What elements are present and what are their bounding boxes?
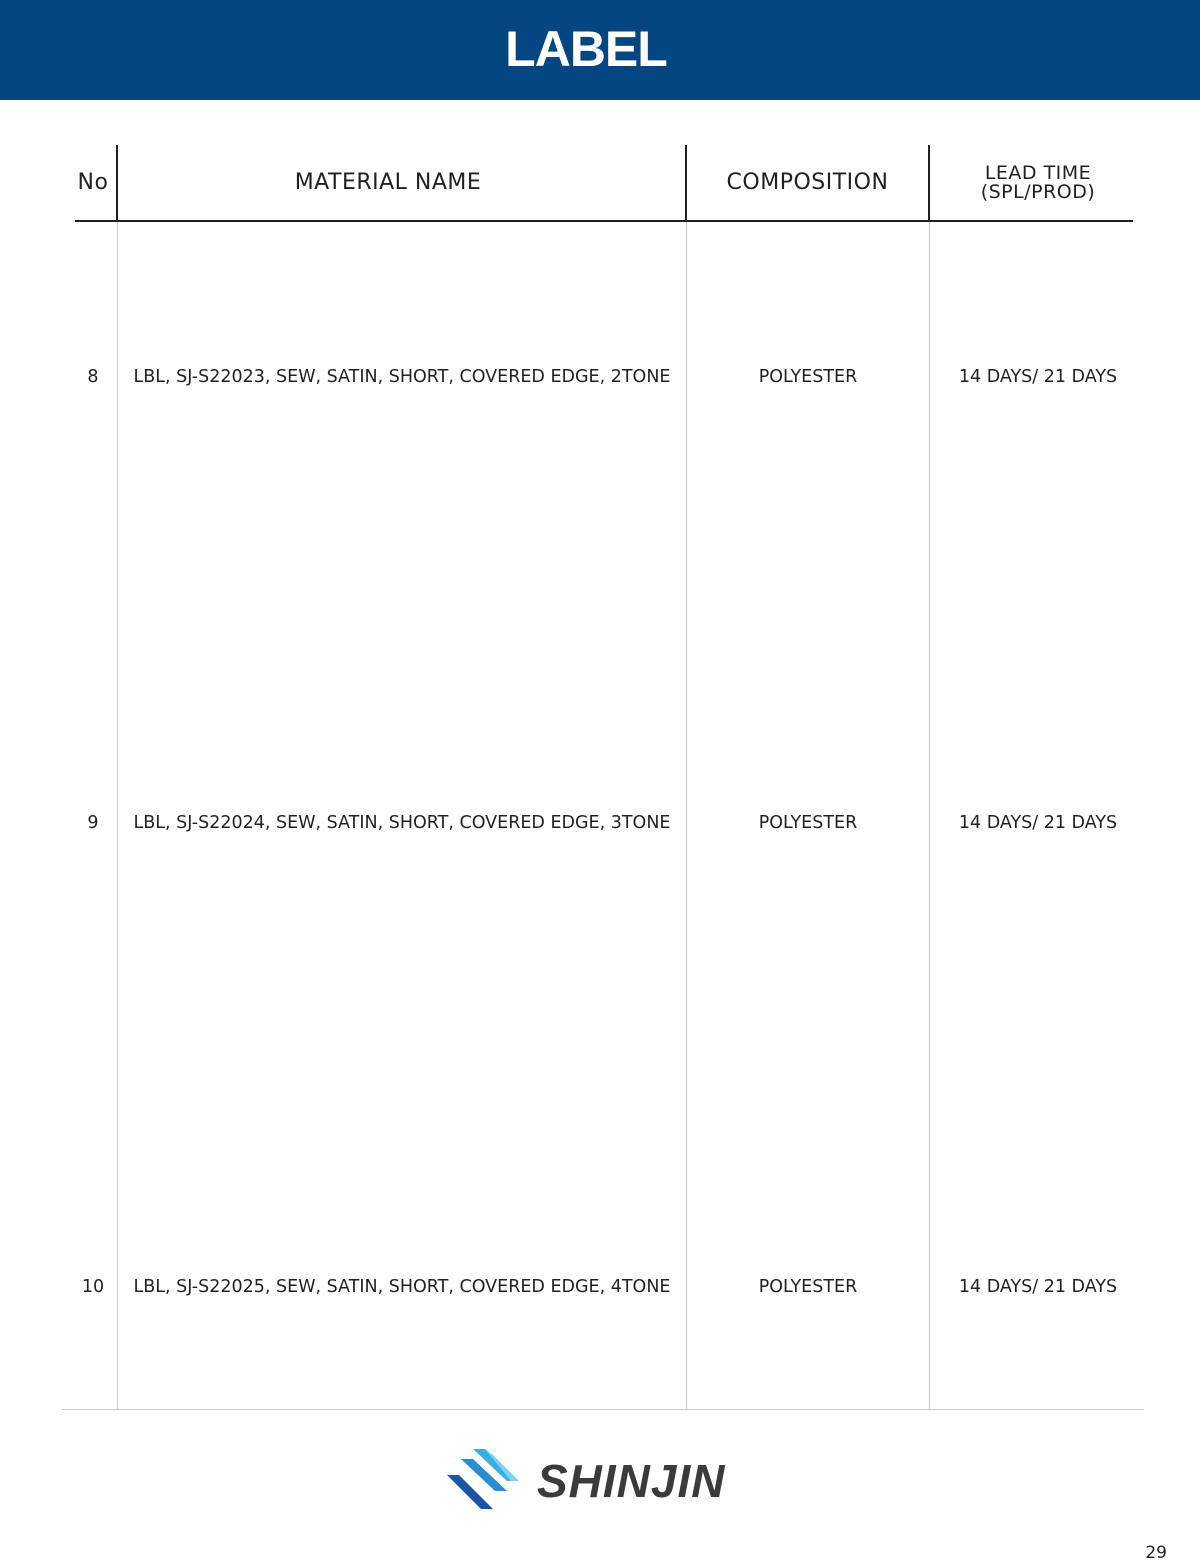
header-no: No bbox=[77, 170, 109, 195]
header-lead-time-line2: (SPL/PROD) bbox=[980, 180, 1096, 203]
header-lead-time-line1: LEAD TIME bbox=[984, 161, 1092, 184]
shinjin-logo-mark bbox=[445, 1445, 765, 1513]
row-no: 9 bbox=[87, 813, 99, 833]
header-composition: COMPOSITION bbox=[726, 170, 889, 195]
page-number: 29 bbox=[1145, 1543, 1167, 1563]
header-lead-time bbox=[930, 145, 1146, 220]
shinjin-logo bbox=[445, 1445, 765, 1513]
row-material-name: LBL, SJ-S22025, SEW, SATIN, SHORT, COVERED EDGE, 4TONE bbox=[133, 1277, 671, 1297]
page-banner bbox=[0, 0, 1200, 100]
page-title: LABEL bbox=[505, 21, 667, 77]
row-composition: POLYESTER bbox=[758, 1277, 858, 1297]
row-lead-time: 14 DAYS/ 21 DAYS bbox=[958, 813, 1118, 833]
row-no: 10 bbox=[81, 1277, 105, 1297]
row-composition: POLYESTER bbox=[758, 367, 858, 387]
row-no: 8 bbox=[87, 367, 99, 387]
row-lead-time: 14 DAYS/ 21 DAYS bbox=[958, 1277, 1118, 1297]
header-material-name: MATERIAL NAME bbox=[294, 170, 482, 195]
logo-wordmark: SHINJIN bbox=[537, 1455, 726, 1507]
row-composition: POLYESTER bbox=[758, 813, 858, 833]
row-material-name: LBL, SJ-S22023, SEW, SATIN, SHORT, COVERED EDGE, 2TONE bbox=[133, 367, 671, 387]
table-bottom-line bbox=[62, 1409, 1144, 1410]
row-material-name: LBL, SJ-S22024, SEW, SATIN, SHORT, COVERED EDGE, 3TONE bbox=[133, 813, 671, 833]
header-underline bbox=[75, 220, 1133, 222]
row-lead-time: 14 DAYS/ 21 DAYS bbox=[958, 367, 1118, 387]
